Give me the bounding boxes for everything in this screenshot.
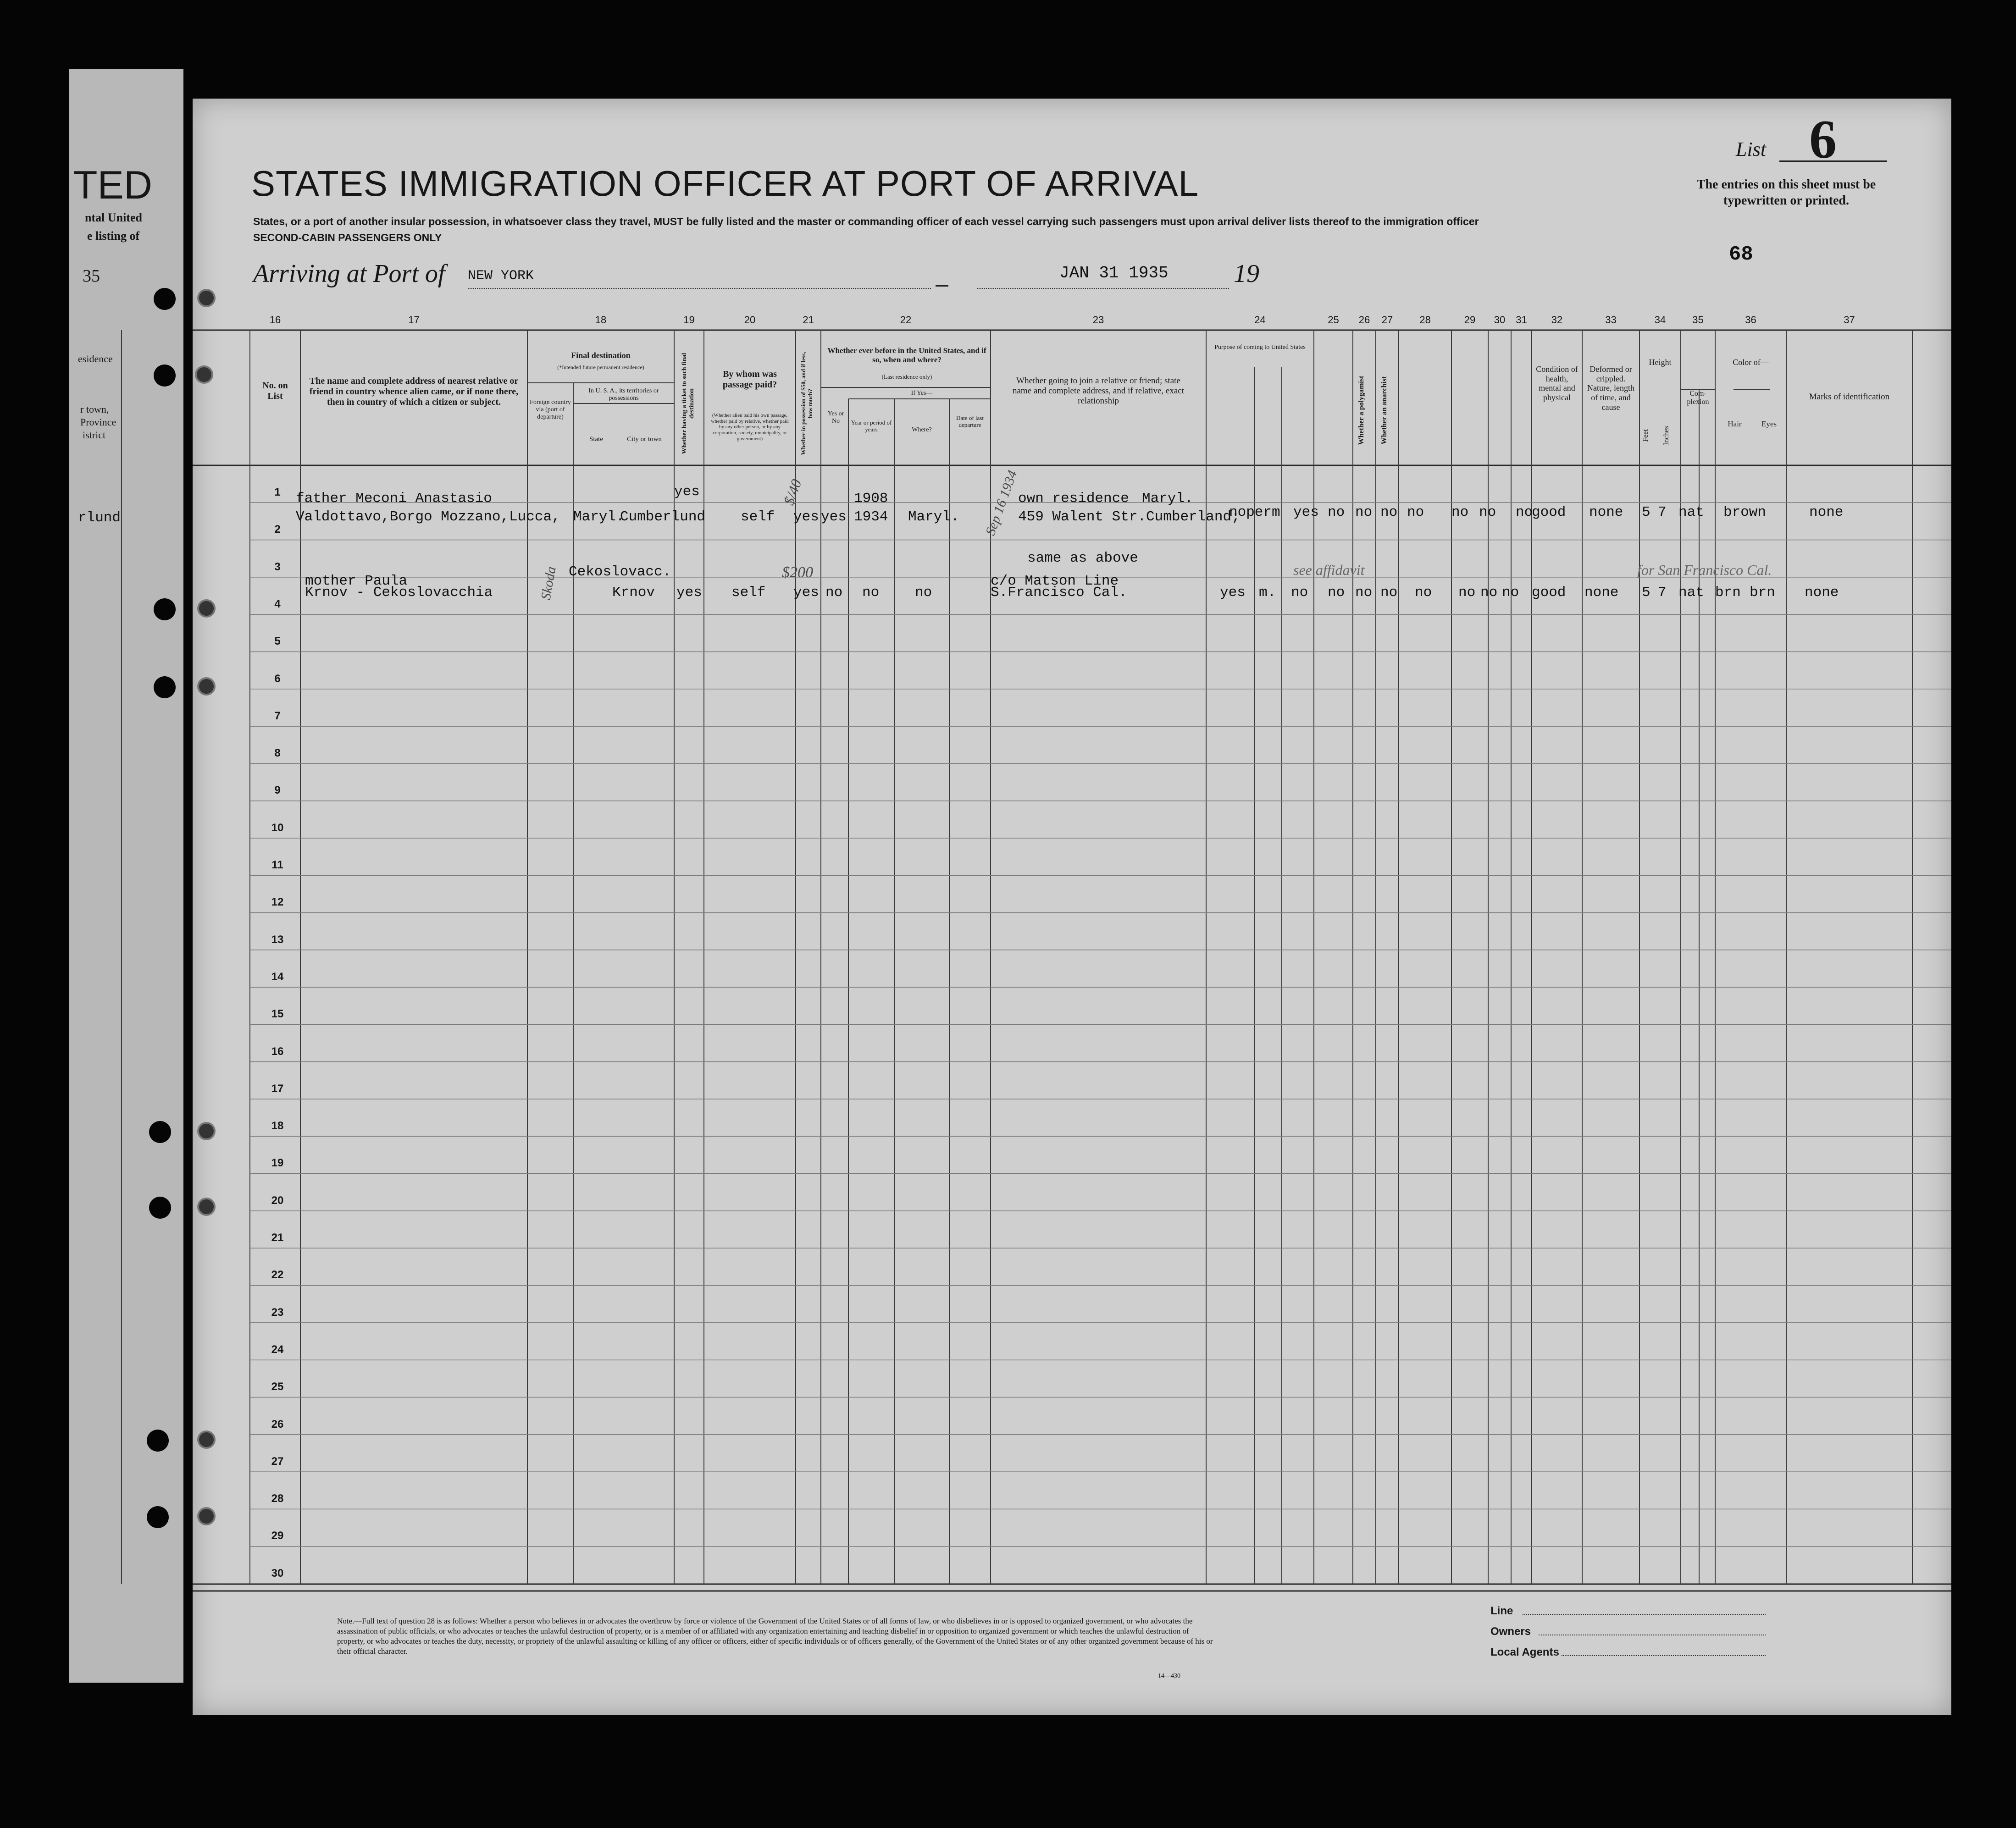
r1-city: Cumberlund xyxy=(620,509,706,525)
r1-ticket: yes xyxy=(674,484,700,500)
binder-hole xyxy=(154,364,176,387)
binder-hole xyxy=(147,1430,169,1452)
col-header-health: Condition of health, mental and physical xyxy=(1536,364,1578,403)
r3-q27b: no xyxy=(1380,585,1398,601)
row-number: 30 xyxy=(271,1567,284,1579)
r3-paid-by: self xyxy=(731,585,766,601)
r1-relative-address: Valdottavo,Borgo Mozzano,Lucca, xyxy=(296,509,560,525)
page-number: 68 xyxy=(1729,243,1753,266)
binder-hole xyxy=(147,1506,169,1528)
r3-hair: brn xyxy=(1715,585,1741,601)
r1-q26: no xyxy=(1328,504,1345,520)
form-instructions: States, or a port of another insular possession, in whatsoever class they travel, MUST be fully listed and the master or commanding officer of each vessel carrying such passengers must upon arrival deliver lists thereof to the immigration officer xyxy=(253,215,1479,227)
r3-q31: no xyxy=(1502,585,1519,601)
binder-hole xyxy=(197,1198,216,1216)
owners-label: Owners xyxy=(1490,1625,1531,1638)
left-page-fragment: ntal United xyxy=(85,211,142,224)
col-header-list-no: No. on List xyxy=(262,381,288,401)
r3-q30: no xyxy=(1480,585,1498,601)
left-page-fragment: Province xyxy=(80,416,116,428)
r1-health: good xyxy=(1532,504,1566,520)
col-header-purpose: Purpose of coming to United States xyxy=(1214,344,1306,351)
left-page-fragment: rlund xyxy=(78,510,121,526)
r1-q27b: no xyxy=(1380,504,1398,520)
subhead-feet: Feet xyxy=(1642,429,1650,442)
row-number: 6 xyxy=(274,672,281,685)
row-number: 12 xyxy=(271,896,284,909)
left-page-fragment: esidence xyxy=(78,353,113,364)
col-number: 19 xyxy=(683,314,695,326)
subhead-if-yes: If Yes— xyxy=(911,390,933,397)
r1-paid-by: self xyxy=(741,509,775,525)
col-number: 31 xyxy=(1516,314,1527,326)
binder-hole xyxy=(197,1122,216,1140)
binder-hole xyxy=(197,677,216,696)
col-number: 30 xyxy=(1494,314,1506,326)
subhead-eyes: Eyes xyxy=(1761,420,1777,428)
r1-before-us: yes xyxy=(821,509,847,525)
r3-q25: no xyxy=(1291,585,1308,601)
binder-hole xyxy=(197,1430,216,1449)
subhead-state: State xyxy=(589,436,603,443)
col-header-destination-sub: (*Intended future permanent residence) xyxy=(557,364,644,370)
r1-money: yes xyxy=(793,509,819,525)
r1-relative-name: father Meconi Anastasio xyxy=(296,491,492,507)
r3-relative-name: mother Paula xyxy=(305,573,408,589)
list-number: 6 xyxy=(1809,109,1837,170)
r1-feet: 5 xyxy=(1642,504,1650,520)
typewritten-note: The entries on this sheet must be typewritten or printed. xyxy=(1696,177,1876,208)
col-header-before-us: Whether ever before in the United States, and if so, when and where? xyxy=(827,346,986,364)
row-number: 27 xyxy=(271,1455,284,1468)
row-number: 23 xyxy=(271,1306,284,1319)
agents-underline xyxy=(1562,1655,1766,1656)
col-number: 32 xyxy=(1551,314,1563,326)
r1-purpose: noperm xyxy=(1229,504,1280,520)
left-page-fragment: 35 xyxy=(83,266,100,286)
col-number: 34 xyxy=(1654,314,1666,326)
r1-state: Maryl. xyxy=(573,509,625,525)
line-underline xyxy=(1523,1614,1766,1615)
col-number: 27 xyxy=(1381,314,1393,326)
col-number: 28 xyxy=(1419,314,1431,326)
col-header-destination: Final destination xyxy=(571,351,631,360)
col-header-before-us-sub: (Last residence only) xyxy=(881,373,932,380)
date-underline xyxy=(977,288,1229,289)
year-prefix: 19 xyxy=(1234,260,1259,288)
r3-ticket: yes xyxy=(676,585,702,601)
col-number: 22 xyxy=(900,314,912,326)
r1-join-line2: 459 Walent Str.Cumberland; xyxy=(1018,509,1240,525)
list-label: List xyxy=(1736,138,1767,160)
r3-city: Krnov xyxy=(612,585,655,601)
r1-q30: no xyxy=(1479,504,1496,520)
left-page-fragment: e listing of xyxy=(87,229,140,243)
row-number: 9 xyxy=(274,784,281,797)
r3-complexion: nat xyxy=(1678,585,1704,601)
r3-handwritten-note-destination: for San Francisco Cal. xyxy=(1637,562,1772,578)
r1-hair-eyes: brown xyxy=(1723,504,1767,520)
r3-handwritten-money: $200 xyxy=(782,564,813,581)
subhead-city: City or town xyxy=(627,436,662,443)
form-code: 14—430 xyxy=(1158,1673,1180,1679)
arriving-label: Arriving at Port of xyxy=(253,260,445,288)
row-number: 15 xyxy=(271,1008,284,1021)
subhead-date-last-departure: Date of last departure xyxy=(956,414,984,428)
underline-comma xyxy=(936,285,948,287)
binder-hole xyxy=(149,1121,171,1143)
col-header-relative: The name and complete address of nearest relative or friend in country whence alien came, or if none there, then in country of which a citizen or subject. xyxy=(309,376,519,407)
row-number: 13 xyxy=(271,933,284,946)
col-header-height: Height xyxy=(1649,358,1672,367)
list-underline xyxy=(1779,160,1887,162)
col-header-join-relative: Whether going to join a relative or friend; state name and complete address, and if relative, exact relationship xyxy=(1012,376,1185,406)
row-number: 29 xyxy=(271,1530,284,1542)
r3-handwritten-destination: Skoda xyxy=(538,565,559,601)
r1-handwritten-money: $/40 xyxy=(780,477,805,508)
col-header-marks: Marks of identification xyxy=(1809,392,1890,402)
col-header-complexion: Com-plexion xyxy=(1687,390,1709,406)
col-number: 18 xyxy=(595,314,607,326)
row-number: 8 xyxy=(274,747,281,760)
row-number: 16 xyxy=(271,1045,284,1058)
subhead-year: Year or period of years xyxy=(851,419,892,433)
col-number: 35 xyxy=(1692,314,1704,326)
r1-join-line1: own residence xyxy=(1018,491,1129,507)
col-number: 26 xyxy=(1358,314,1370,326)
r1-marks: none xyxy=(1809,504,1844,520)
col-header-anarchist: Whether an anarchist xyxy=(1380,376,1388,445)
left-page-fragment: istrict xyxy=(83,429,106,441)
left-page-fragment: TED xyxy=(73,163,152,207)
r3-deformed: none xyxy=(1584,585,1619,601)
cabin-class-label: SECOND-CABIN PASSENGERS ONLY xyxy=(253,232,442,243)
r3-eyes: brn xyxy=(1750,585,1775,601)
r1-q28: no xyxy=(1407,504,1424,520)
row-number: 26 xyxy=(271,1418,284,1430)
line-label: Line xyxy=(1490,1605,1513,1617)
binder-hole xyxy=(154,676,176,698)
col-header-fifty-dollars: Whether in possession of $50, and if less, how much? xyxy=(800,352,814,455)
agents-label: Local Agents xyxy=(1490,1646,1559,1658)
footnote-question-28: Note.—Full text of question 28 is as follows: Whether a person who believes in or advocates the overthrow by force or violence of the Government of the United States or of all forms of law, or who disbelieves in or is opposed to organized government, or who advocates the assassination of public officials, or who advocates or teaches the unlawful destruction of property, or is a member of or affiliated with any organization entertaining and teaching disbelief in or opposition to organized government or which teaches the unlawful destruction of property, or who advocates or teaches the duty, necessity, or propriety of the unlawful assaulting or killing of any officer or officers, either of specific individuals or of officers generally, of the Government of the United States or of any other organized government because of his or their official character. xyxy=(337,1617,1213,1656)
r3-money: yes xyxy=(793,585,819,601)
col-number: 29 xyxy=(1464,314,1476,326)
row-number: 10 xyxy=(271,821,284,834)
row-number: 7 xyxy=(274,709,281,722)
row-number: 20 xyxy=(271,1194,284,1207)
date-stamp: JAN 31 1935 xyxy=(1059,264,1169,282)
binder-hole xyxy=(197,1507,216,1525)
col-header-polygamist: Whether a polygamist xyxy=(1357,376,1365,445)
r1-inches: 7 xyxy=(1658,504,1667,520)
col-number: 25 xyxy=(1328,314,1339,326)
r3-q27: no xyxy=(1355,585,1373,601)
r1-q29: no xyxy=(1451,504,1469,520)
col-number: 16 xyxy=(269,314,281,326)
r3-handwritten-note: see affidavit xyxy=(1293,562,1365,578)
row-number: 5 xyxy=(274,635,281,648)
r1-year-2: 1934 xyxy=(854,509,888,525)
subhead-yes-no: Yes or No xyxy=(827,410,844,425)
r3-join-line1: same as above xyxy=(1027,550,1138,566)
subhead-where: Where? xyxy=(912,426,932,433)
row-number: 25 xyxy=(271,1381,284,1393)
row-number: 14 xyxy=(271,970,284,983)
r1-where: Maryl. xyxy=(908,509,959,525)
r3-health: good xyxy=(1532,585,1566,601)
row-number: 24 xyxy=(271,1343,284,1356)
col-header-passage-sub: (Whether alien paid his own passage, whether paid by relative, whether paid by any other person, or by any corporation, society, municipality, or government) xyxy=(711,413,789,442)
col-header-deformed: Deformed or crippled. Nature, length of time, and cause xyxy=(1587,364,1634,412)
binder-hole xyxy=(154,288,176,310)
subhead-in-usa: In U. S. A., its territories or possessions xyxy=(588,387,659,402)
r3-foreign-country: Cekoslovacc. xyxy=(569,564,671,580)
r1-q27: no xyxy=(1355,504,1373,520)
row-number: 2 xyxy=(274,523,281,536)
col-number: 20 xyxy=(744,314,756,326)
r3-purpose: yes xyxy=(1220,585,1246,601)
col-number: 21 xyxy=(803,314,814,326)
col-header-ticket: Whether having a ticket to such final destination xyxy=(681,353,696,454)
port-of-arrival: NEW YORK xyxy=(468,268,534,284)
r3-q28: no xyxy=(1415,585,1432,601)
row-number: 21 xyxy=(271,1232,284,1244)
r1-q25: yes xyxy=(1293,504,1319,520)
subhead-inches: Inches xyxy=(1662,426,1670,445)
row-number: 1 xyxy=(274,486,281,498)
r3-where: no xyxy=(915,585,932,601)
col-number: 17 xyxy=(408,314,420,326)
binder-hole xyxy=(195,365,213,384)
port-underline xyxy=(468,288,931,289)
row-number: 19 xyxy=(271,1157,284,1170)
binder-hole xyxy=(197,289,216,307)
col-number: 36 xyxy=(1745,314,1756,326)
r1-complexion: nat xyxy=(1678,504,1704,520)
r3-purpose-m: m. xyxy=(1259,585,1276,601)
row-number: 17 xyxy=(271,1082,284,1095)
subhead-foreign-country: Foreign country via (port of departure) xyxy=(530,399,571,421)
r1-deformed: none xyxy=(1589,504,1623,520)
r3-q26: no xyxy=(1328,585,1345,601)
r3-marks: none xyxy=(1805,585,1839,601)
row-number: 4 xyxy=(274,597,281,610)
col-number: 33 xyxy=(1605,314,1617,326)
row-number: 28 xyxy=(271,1492,284,1505)
binder-hole xyxy=(154,598,176,620)
col-header-color: Color of— xyxy=(1733,358,1769,367)
row-number: 18 xyxy=(271,1120,284,1132)
r1-year-1: 1908 xyxy=(854,491,888,507)
col-number: 24 xyxy=(1254,314,1266,326)
r1-q31: no xyxy=(1516,504,1533,520)
r3-relative-address: Krnov - Cekoslovacchia xyxy=(305,585,493,601)
row-number: 3 xyxy=(274,560,281,573)
row-number: 11 xyxy=(271,859,283,871)
r3-feet: 5 xyxy=(1642,585,1650,601)
binder-hole xyxy=(197,599,216,618)
col-number: 23 xyxy=(1092,314,1104,326)
col-header-passage-paid: By whom was passage paid? xyxy=(722,369,777,390)
row-number: 22 xyxy=(271,1269,284,1281)
r1-handwritten-date: Sep 16 1934 xyxy=(982,468,1020,538)
r3-before-us: no xyxy=(825,585,843,601)
col-number: 37 xyxy=(1844,314,1855,326)
r1-join-line1b: Maryl. xyxy=(1142,491,1193,507)
left-page-fragment: r town, xyxy=(80,403,109,415)
r3-year: no xyxy=(862,585,880,601)
subhead-hair: Hair xyxy=(1728,420,1742,428)
r3-join-line3: S.Francisco Cal. xyxy=(991,585,1127,601)
r3-inches: 7 xyxy=(1658,585,1667,601)
r3-join-line2: c/o Matson Line xyxy=(991,573,1119,589)
binder-hole xyxy=(149,1197,171,1219)
r3-q29: no xyxy=(1458,585,1476,601)
form-title: STATES IMMIGRATION OFFICER AT PORT OF ARRIVAL xyxy=(251,163,1199,204)
